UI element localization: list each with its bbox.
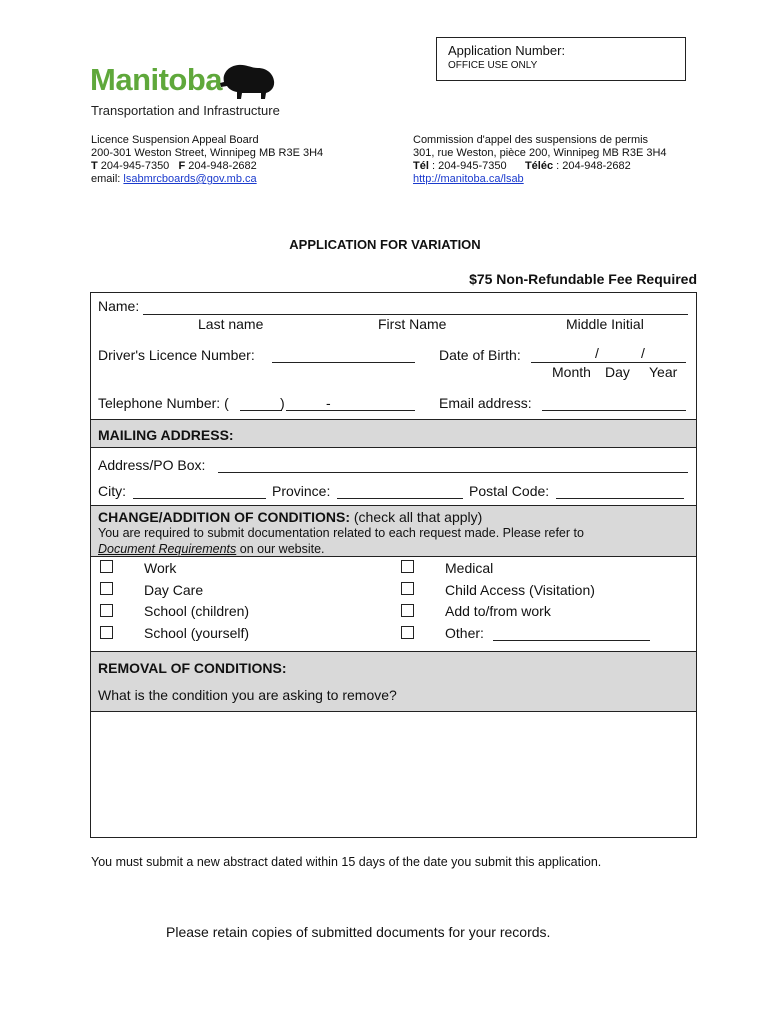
documentation-note: You are required to submit documentation related to each request made. Please refer to — [98, 526, 584, 540]
email-address-label: Email address: — [439, 395, 532, 411]
licence-number-label: Driver's Licence Number: — [98, 347, 255, 363]
city-label: City: — [98, 483, 126, 499]
street-fr: 301, rue Weston, pièce 200, Winnipeg MB R3E 3H4 — [413, 147, 667, 159]
other-field[interactable] — [493, 640, 650, 641]
telephone-field[interactable] — [286, 410, 415, 411]
change-conditions-header — [91, 505, 696, 556]
phone-fax-en: T 204-945-7350 F 204-948-2682 — [91, 160, 257, 172]
removal-conditions-header — [91, 651, 696, 711]
mailing-address-fields — [91, 447, 696, 505]
telephone-label: Telephone Number: ( — [98, 395, 229, 411]
application-number-label: Application Number: — [448, 43, 566, 58]
fee-notice: $75 Non-Refundable Fee Required — [469, 271, 697, 287]
dob-separator-1: / — [595, 345, 599, 361]
website-line-fr — [413, 173, 667, 186]
school-yourself-option-label: School (yourself) — [144, 625, 250, 641]
removal-question: What is the condition you are asking to remove? — [98, 687, 397, 703]
add-to-from-work-checkbox[interactable] — [401, 604, 414, 617]
phone-fax-fr: Tél : 204-945-7350 Téléc : 204-948-2682 — [413, 160, 631, 172]
street-en: 200-301 Weston Street, Winnipeg MB R3E 3H4 — [91, 147, 324, 159]
email-line-en: email: lsabmrcboards@gov.mb.ca — [91, 173, 257, 185]
board-name-fr: Commission d'appel des suspensions de permis — [413, 134, 649, 146]
medical-option-label: Medical — [445, 560, 494, 576]
child-access-option-label: Child Access (Visitation) — [445, 582, 595, 598]
change-conditions-options — [91, 556, 696, 651]
manitoba-logo — [90, 60, 290, 120]
province-label: Province: — [272, 483, 331, 499]
website-link[interactable]: http://manitoba.ca/lsab — [413, 173, 524, 185]
telephone-dash: - — [326, 395, 331, 411]
abstract-note: You must submit a new abstract dated within 15 days of the date you submit this application. — [91, 855, 602, 869]
dob-field[interactable] — [531, 362, 686, 363]
province-field[interactable] — [337, 498, 463, 499]
other-option-label: Other: — [445, 625, 484, 641]
work-checkbox[interactable] — [100, 560, 113, 573]
application-form — [90, 292, 697, 838]
personal-info-section — [91, 293, 696, 419]
retain-copies-note: Please retain copies of submitted documents for your records. — [166, 924, 551, 940]
name-field[interactable] — [143, 314, 688, 315]
day-label: Day — [605, 364, 630, 380]
day-care-option-label: Day Care — [144, 582, 204, 598]
address-english — [91, 134, 323, 186]
mailing-address-header — [91, 419, 696, 447]
licence-number-field[interactable] — [272, 362, 415, 363]
form-title: APPLICATION FOR VARIATION — [289, 237, 481, 252]
board-name-en: Licence Suspension Appeal Board — [91, 134, 259, 146]
email-link[interactable]: lsabmrcboards@gov.mb.ca — [123, 173, 257, 185]
document-requirements-note: Document Requirements on our website. — [98, 542, 325, 556]
address-label: Address/PO Box: — [98, 457, 206, 473]
month-label: Month — [552, 364, 591, 380]
first-name-label: First Name — [378, 316, 447, 332]
school-children-option-label: School (children) — [144, 603, 250, 619]
area-code-field[interactable] — [240, 410, 282, 411]
last-name-label: Last name — [198, 316, 264, 332]
dob-label: Date of Birth: — [439, 347, 521, 363]
postal-code-label: Postal Code: — [469, 483, 550, 499]
other-checkbox[interactable] — [401, 626, 414, 639]
removal-answer-area[interactable] — [91, 711, 696, 837]
child-access-checkbox[interactable] — [401, 582, 414, 595]
postal-code-field[interactable] — [556, 498, 684, 499]
address-french — [413, 134, 667, 186]
bison-icon — [218, 62, 276, 100]
city-field[interactable] — [133, 498, 266, 499]
year-label: Year — [649, 364, 678, 380]
day-care-checkbox[interactable] — [100, 582, 113, 595]
application-number-box — [436, 37, 686, 81]
school-yourself-checkbox[interactable] — [100, 626, 113, 639]
change-conditions-heading: CHANGE/ADDITION OF CONDITIONS: (check all that apply) — [98, 509, 483, 525]
removal-conditions-heading: REMOVAL OF CONDITIONS: — [98, 660, 287, 676]
school-children-checkbox[interactable] — [100, 604, 113, 617]
work-option-label: Work — [144, 560, 177, 576]
add-to-from-work-option-label: Add to/from work — [445, 603, 551, 619]
medical-checkbox[interactable] — [401, 560, 414, 573]
dob-separator-2: / — [641, 345, 645, 361]
brand-wordmark: Manitoba — [90, 62, 223, 97]
name-label: Name: — [98, 298, 140, 314]
office-use-label: OFFICE USE ONLY — [448, 60, 538, 71]
department-name: Transportation and Infrastructure — [91, 103, 280, 118]
middle-initial-label: Middle Initial — [566, 316, 644, 332]
address-field[interactable] — [218, 472, 688, 473]
email-address-field[interactable] — [542, 410, 686, 411]
telephone-close-paren: ) — [280, 395, 285, 411]
mailing-address-heading: MAILING ADDRESS: — [98, 427, 234, 443]
